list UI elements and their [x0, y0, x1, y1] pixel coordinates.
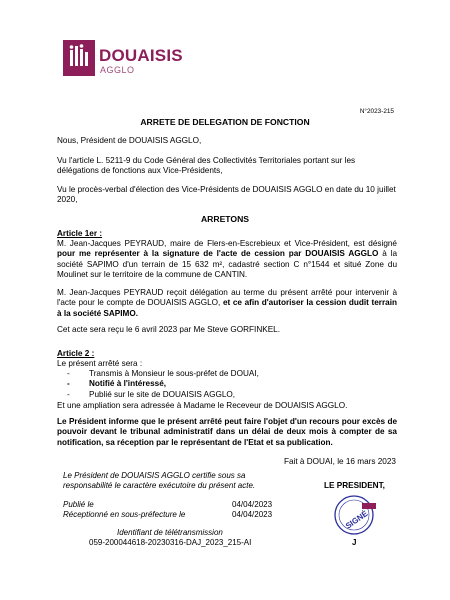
- list-item: - Notifié à l'intéressé,: [57, 379, 397, 389]
- signature-stamp: [332, 493, 376, 537]
- fait-a-douai: Fait à DOUAI, le 16 mars 2023: [284, 457, 396, 466]
- article-2-heading: Article 2 :: [57, 349, 95, 358]
- list-item: - Transmis à Monsieur le sous-préfet de DOUAI,: [57, 369, 397, 379]
- logo-subtitle: AGGLO: [100, 65, 135, 75]
- svg-text:SIGNÉ: SIGNÉ: [343, 508, 370, 531]
- logo-name: DOUAISIS: [99, 46, 183, 65]
- article-1-p2-start: M. Jean-Jacques PEYRAUD reçoit délégation au terme du présent arrêté pour intervenir à l'acte pour le compte de DOUAISIS AGGLO,: [57, 288, 397, 308]
- article-1-paragraph-3: Cet acte sera reçu le 6 avril 2023 par Me Steve GORFINKEL.: [57, 325, 280, 334]
- article-1-paragraph-2: [57, 288, 397, 319]
- intro-line: Nous, Président de DOUAISIS AGGLO,: [57, 136, 202, 145]
- article-1-heading: Article 1er :: [57, 229, 103, 238]
- signed-stamp-icon: [332, 493, 376, 537]
- recours-paragraph: Le Président informe que le présent arrêté peut faire l'objet d'un recours pour excès de pouvoir devant le tribunal administratif dans un délai de deux mois à compter de sa notification, sa réception par le représentant de l'Etat et sa publication.: [57, 417, 397, 447]
- list-item: - Publié sur le site de DOUAISIS AGGLO,: [57, 390, 397, 400]
- article-2-list: [57, 369, 397, 400]
- signature-initial: J: [352, 538, 357, 547]
- identifier-value: 059-200044618-20230316-DAJ_2023_215-AI: [89, 538, 252, 547]
- article-1-p2-bold: et ce afin d'autoriser la cession dudit terrain à la société SAPIMO.: [57, 298, 397, 318]
- certification-text: Le Président de DOUAISIS AGGLO certifie sous sa responsabilité le caractère exécutoire du présent acte.: [63, 471, 256, 490]
- reception-date: 04/04/2023: [232, 510, 273, 519]
- vu-proces-verbal-paragraph: Vu le procès-verbal d'élection des Vice-Présidents de DOUAISIS AGGLO en date du 10 juillet 2020,: [57, 185, 396, 205]
- president-signature-label: LE PRESIDENT,: [324, 481, 385, 490]
- identifier-label: Identifiant de télétransmission: [117, 528, 223, 537]
- article-1-paragraph-1: [57, 239, 397, 280]
- article-1-p1-bold: pour me représenter à la signature de l'acte de cession par DOUAISIS AGGLO: [57, 249, 379, 259]
- article-1-p1-end: à la société SAPIMO d'un terrain de 15 632 m², cadastré section C n°1544 et situé Zone du Moulinet sur le territoire de la commune de CANTIN.: [57, 249, 397, 279]
- reference-number: N°2023-215: [359, 108, 394, 115]
- article-2-ampliation: Et une ampliation sera adressée à Madame le Receveur de DOUAISIS AGGLO.: [57, 401, 348, 410]
- publie-date: 04/04/2023: [232, 500, 273, 509]
- logo-figures-icon: [63, 40, 95, 76]
- reception-label: Réceptionné en sous-préfecture le: [63, 510, 186, 519]
- publie-label: Publié le: [63, 500, 94, 509]
- vu-article-paragraph: Vu l'article L. 5211-9 du Code Général des Collectivités Territoriales portant sur les délégations de fonctions aux Vice-Présidents,: [57, 156, 356, 176]
- document-title: ARRETE DE DELEGATION DE FONCTION: [140, 117, 310, 127]
- arretons-heading: ARRETONS: [200, 214, 250, 224]
- article-1-p1-start: M. Jean-Jacques PEYRAUD, maire de Flers-en-Escrebieux et Vice-Président, est désigné: [57, 239, 397, 248]
- logo-mark: [63, 40, 95, 76]
- article-2-intro: Le présent arrêté sera :: [57, 359, 143, 368]
